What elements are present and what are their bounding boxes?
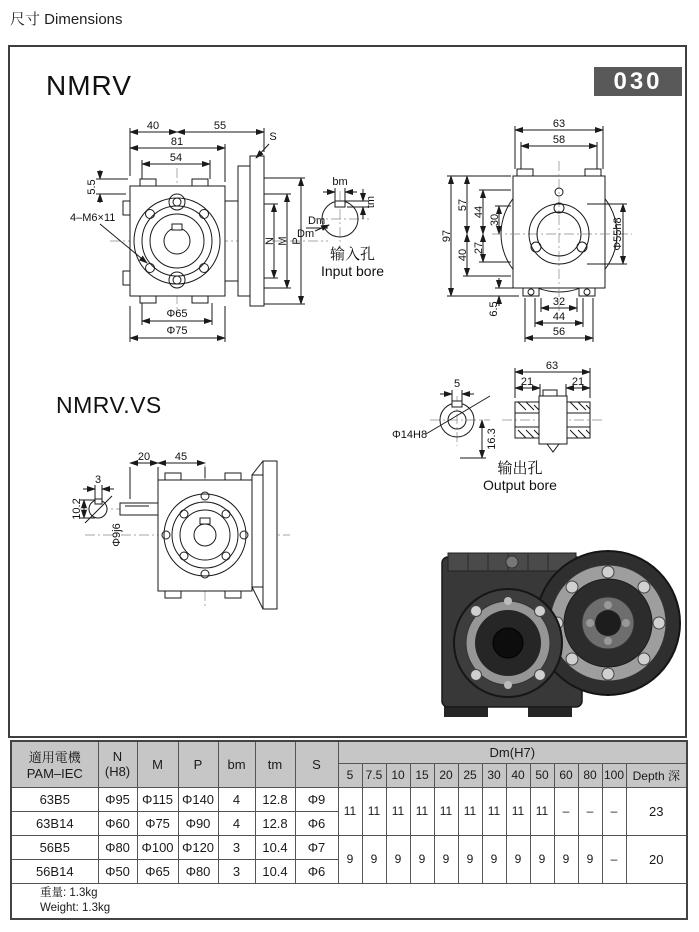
dim-81: 81 [170,136,184,148]
dia-9j6: Φ9j6 [111,523,123,547]
table-cell: 12.8 [255,787,295,811]
table-cell: Φ95 [98,787,137,811]
table-cell-depth: 23 [626,787,687,835]
dim-45: 45 [174,451,188,463]
output-bore-drawing [390,356,685,476]
table-cell: 11 [482,787,506,835]
header-s: S [295,741,338,787]
label-dm: Dm [308,215,326,227]
table-cell: 9 [410,835,434,883]
table-cell: Φ90 [178,811,218,835]
header-dm-15: 15 [410,763,434,787]
input-bore-caption-zh: 输入孔 [329,246,375,263]
table-cell: Φ115 [137,787,178,811]
size-badge: 030 [594,67,682,96]
dim-55: 55 [213,120,227,132]
table-cell: 11 [410,787,434,835]
dim-b32: 32 [552,296,566,308]
input-bore-geometry [313,188,369,249]
table-cell: – [602,787,626,835]
dim-b44: 44 [552,311,566,323]
dim-20: 20 [137,451,151,463]
output-bore-caption-zh: 输出孔 [497,460,543,477]
header-m: M [137,741,178,787]
header-tm: tm [255,741,295,787]
table-cell: 56B14 [11,859,98,883]
table-cell: 11 [386,787,410,835]
header-dm-7-5: 7.5 [362,763,386,787]
header-dm-100: 100 [602,763,626,787]
header-dm-80: 80 [578,763,602,787]
table-cell: Φ100 [137,835,178,859]
dim-54: 54 [169,152,183,164]
model-title: NMRV [46,70,132,101]
table-cell: – [554,787,578,835]
dim-21b: 21 [571,376,585,388]
dim-63: 63 [552,118,566,130]
table-cell: Φ80 [98,835,137,859]
table-cell: 9 [362,835,386,883]
table-cell: 11 [338,787,362,835]
table-cell: Φ140 [178,787,218,811]
product-photo-art [442,551,680,717]
header-dm-25: 25 [458,763,482,787]
dimensions-table [10,740,688,920]
table-cell: 9 [338,835,362,883]
header-dm-group: Dm(H7) [338,741,687,763]
dim-40-side: 40 [457,248,469,262]
table-cell-depth: 20 [626,835,687,883]
table-cell: 9 [506,835,530,883]
table-cell: 12.8 [255,811,295,835]
dim-97: 97 [441,229,453,243]
table-cell: 9 [386,835,410,883]
dim-21a: 21 [520,376,534,388]
table-row [11,835,687,859]
header-pam-line1: 適用電機 [28,750,81,766]
dim-27: 27 [473,241,485,255]
table-cell: Φ80 [178,859,218,883]
header-depth: Depth 深 [626,763,687,787]
dim-5-5: 5.5 [86,179,98,195]
table-cell: Φ6 [295,811,338,835]
table-cell: 3 [218,835,255,859]
weight-note-row [11,883,687,919]
table-cell: 4 [218,787,255,811]
table-cell: Φ75 [137,811,178,835]
table-cell: 9 [530,835,554,883]
header-pam-iec [11,741,98,787]
dim-b56: 56 [552,326,566,338]
header-dm-60: 60 [554,763,578,787]
label-m: M [277,236,289,246]
header-n-line2: (H8) [104,764,131,780]
dim-57: 57 [457,198,469,212]
table-cell: 9 [554,835,578,883]
table-cell: 11 [434,787,458,835]
table-row [11,787,687,811]
label-p: P [291,237,303,245]
input-bore-drawing [295,175,425,255]
input-bore-caption [300,246,405,280]
vs-view-drawing [55,423,320,628]
dim-3: 3 [94,474,102,486]
table-cell: 11 [506,787,530,835]
bolt-note: 4–M6×11 [70,212,116,224]
dim-10-2: 10.2 [71,498,83,520]
header-dm-20: 20 [434,763,458,787]
weight-note-zh: 重量: 1.3kg [40,886,98,899]
side-view-geometry [447,126,632,342]
table-cell: Φ60 [98,811,137,835]
dim-63-out: 63 [545,360,559,372]
label-bm: bm [332,176,348,188]
table-cell: 4 [218,811,255,835]
table-cell: 11 [362,787,386,835]
header-n [98,741,137,787]
header-p: P [178,741,218,787]
label-dm-input: Dm [297,228,315,240]
input-bore-caption-en: Input bore [320,263,385,279]
header-dm-5: 5 [338,763,362,787]
front-view-geometry [96,128,328,342]
table-cell: Φ65 [137,859,178,883]
dia-75: Φ75 [166,325,188,337]
dim-30: 30 [489,213,501,227]
dia-14h8: Φ14H8 [392,429,428,441]
table-cell: 9 [482,835,506,883]
product-photo [428,523,683,723]
header-dm-40: 40 [506,763,530,787]
weight-note [11,883,687,919]
dia-65: Φ65 [166,308,188,320]
header-dm-30: 30 [482,763,506,787]
table-cell: 11 [458,787,482,835]
label-n: N [264,237,276,245]
table-cell: 10.4 [255,835,295,859]
table-cell: – [602,835,626,883]
table-cell: 9 [458,835,482,883]
table-cell: Φ50 [98,859,137,883]
page-heading: 尺寸 Dimensions [10,11,123,28]
dim-6-5: 6.5 [488,301,500,317]
table-cell: Φ7 [295,835,338,859]
output-bore-caption-en: Output bore [483,477,557,493]
table-cell: 3 [218,859,255,883]
header-bm: bm [218,741,255,787]
side-view-drawing [437,116,687,356]
header-dm-50: 50 [530,763,554,787]
table-cell: 10.4 [255,859,295,883]
label-tm: tm [365,195,377,209]
dim-58: 58 [552,134,566,146]
header-pam-line2: PAM–IEC [26,766,83,782]
table-cell: 9 [434,835,458,883]
table-cell: 63B14 [11,811,98,835]
table-cell: 11 [530,787,554,835]
weight-note-en: Weight: 1.3kg [40,901,111,914]
table-cell: 63B5 [11,787,98,811]
header-dm-10: 10 [386,763,410,787]
dia-55h8: Φ55h8 [612,217,624,251]
table-cell: Φ120 [178,835,218,859]
table-cell: 56B5 [11,835,98,859]
table-cell: Φ6 [295,859,338,883]
dim-40: 40 [146,120,160,132]
dim-44: 44 [473,205,485,219]
table-cell: Φ9 [295,787,338,811]
vs-title: NMRV.VS [56,392,162,418]
dim-16-3: 16.3 [486,428,498,450]
table-cell: 9 [578,835,602,883]
header-n-line1: N [112,749,123,765]
label-s: S [269,131,277,143]
dim-5: 5 [453,378,461,390]
table-cell: – [578,787,602,835]
output-bore-caption [455,460,585,494]
